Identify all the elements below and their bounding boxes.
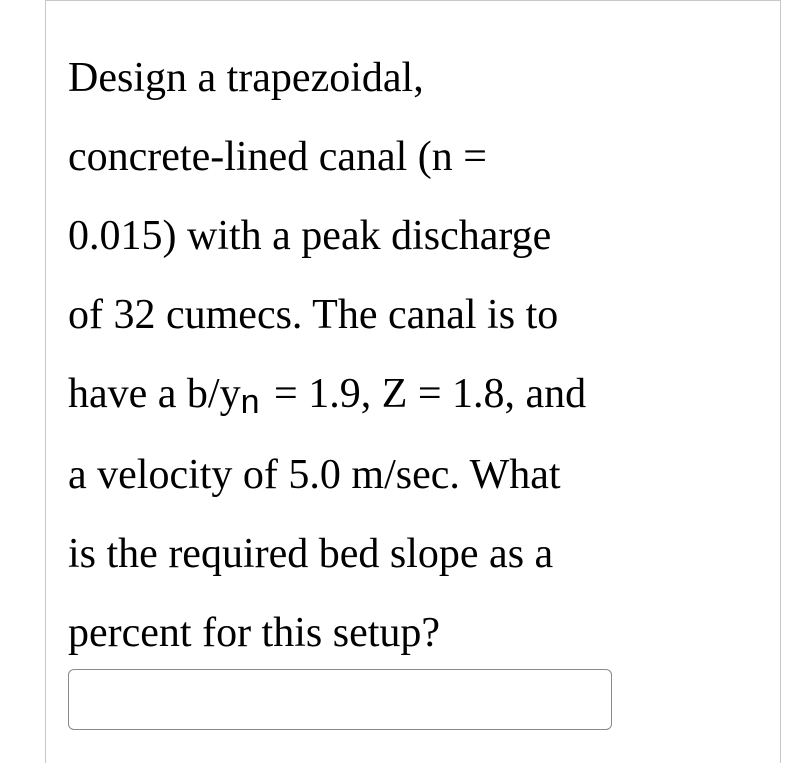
- question-line-8: percent for this setup?: [68, 610, 441, 656]
- ratio-subscript: n: [240, 383, 260, 421]
- question-card: [45, 0, 781, 763]
- parameters-text: = 1.9, Z = 1.8, and: [263, 371, 587, 417]
- question-line-3: 0.015) with a peak discharge: [68, 213, 552, 259]
- question-text: [68, 39, 748, 673]
- answer-input[interactable]: [68, 669, 612, 730]
- question-line-1: Design a trapezoidal,: [68, 55, 424, 101]
- question-line-4: of 32 cumecs. The canal is to: [68, 292, 559, 338]
- question-line-2: concrete-lined canal (n =: [68, 134, 487, 180]
- question-line-7: is the required bed slope as a: [68, 531, 554, 577]
- question-line-5: [68, 355, 748, 436]
- ratio-label: have a b/y: [68, 371, 241, 417]
- question-line-6: a velocity of 5.0 m/sec. What: [68, 452, 561, 498]
